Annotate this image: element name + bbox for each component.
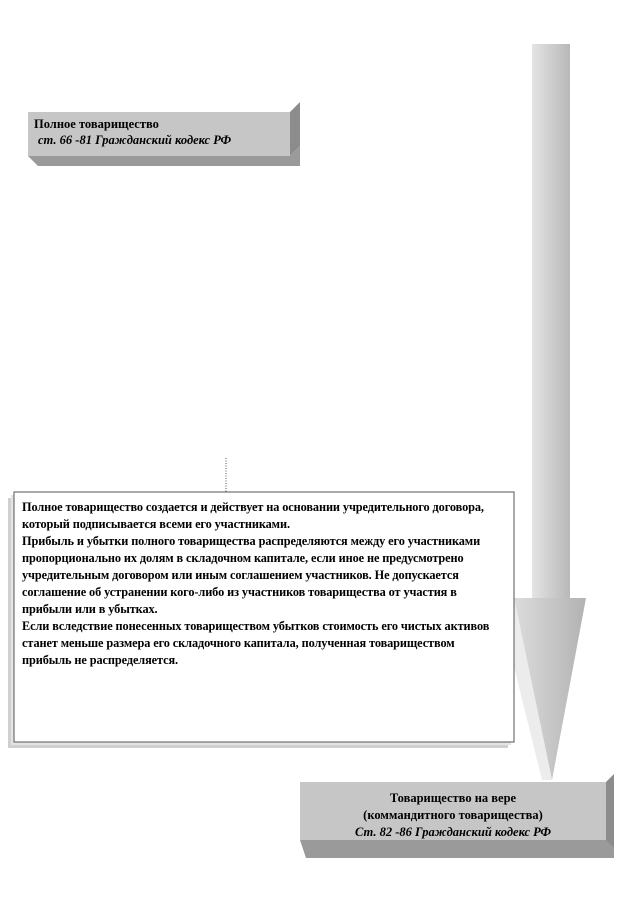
bottom-box (300, 782, 606, 840)
top-box-subtitle: ст. 66 -81 Гражданский кодекс РФ (38, 133, 232, 147)
main-paragraph-1: Полное товарищество создается и действует на основании учредительного договора, который подписывается всеми его участниками. (22, 500, 484, 531)
main-box (14, 492, 514, 742)
top-box (28, 112, 290, 156)
main-paragraph-2: Прибыль и убытки полного товарищества распределяются между его участниками пропорционально их долям в складочном капитале, если иное не предусмотрено учредительным договором или иным соглашением участников. Не допускается соглашение об устранении кого-либо из участников товарищества от участия в прибыли или в убытках. (22, 534, 481, 616)
down-arrow-shaft (532, 44, 570, 598)
top-box-title: Полное товарищество (34, 117, 159, 131)
bottom-box-line-1: Товарищество на вере (389, 791, 517, 805)
down-arrow (503, 44, 586, 780)
main-paragraph-3: Если вследствие понесенных товариществом убытков стоимость его чистых активов станет меньше размера его складочного капитала, полученная товариществом прибыль не распределяется. (22, 619, 490, 667)
bottom-box-line-3: Ст. 82 -86 Гражданский кодекс РФ (354, 825, 552, 839)
bottom-box-line-2: (коммандитного товарищества) (363, 808, 543, 822)
